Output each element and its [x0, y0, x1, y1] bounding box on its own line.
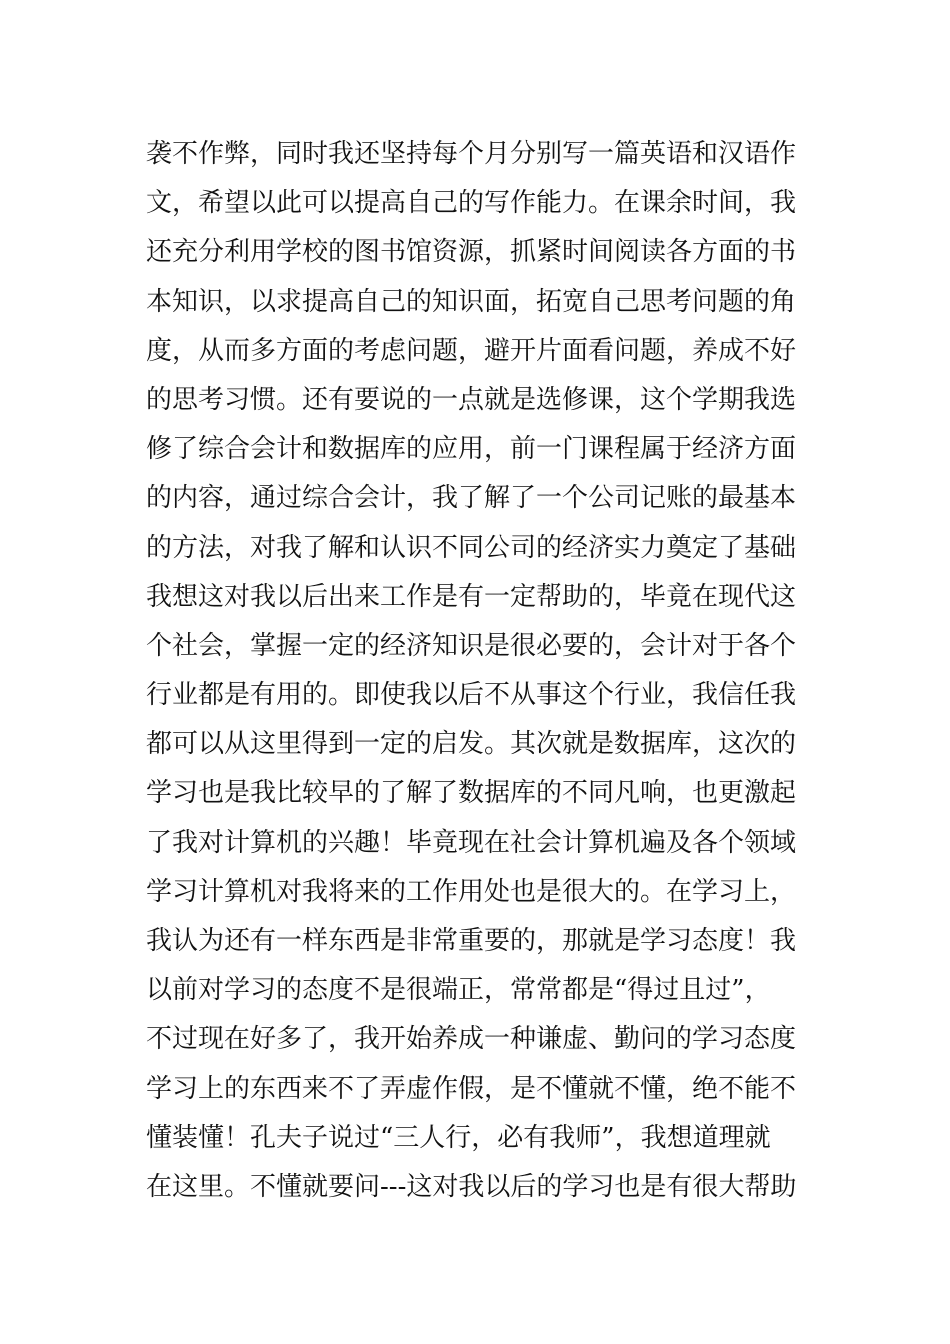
text-line: 修了综合会计和数据库的应用，前一门课程属于经济方面 [146, 434, 797, 465]
text-line: 学习计算机对我将来的工作用处也是很大的。在学习上， [146, 876, 797, 907]
text-line: 懂装懂！孔夫子说过“三人行，必有我师”，我想道理就 [146, 1122, 771, 1153]
text-line: 的方法，对我了解和认识不同公司的经济实力奠定了基础 [146, 532, 797, 563]
text-line: 学习上的东西来不了弄虚作假，是不懂就不懂，绝不能不 [146, 1073, 797, 1104]
text-line: 行业都是有用的。即使我以后不从事这个行业，我信任我 [146, 680, 797, 711]
text-line: 还充分利用学校的图书馆资源，抓紧时间阅读各方面的书 [146, 237, 797, 268]
text-line: 度，从而多方面的考虑问题，避开片面看问题，养成不好 [146, 335, 797, 366]
text-line: 袭不作弊，同时我还坚持每个月分别写一篇英语和汉语作 [146, 139, 797, 169]
body-text [146, 130, 811, 1212]
text-line: 学习也是我比较早的了解了数据库的不同凡响，也更激起 [146, 778, 797, 809]
text-line: 个社会，掌握一定的经济知识是很必要的，会计对于各个 [146, 630, 797, 661]
text-line: 我认为还有一样东西是非常重要的，那就是学习态度！我 [146, 926, 797, 956]
text-line: 文，希望以此可以提高自己的写作能力。在课余时间，我 [146, 188, 797, 219]
text-line: 了我对计算机的兴趣！毕竟现在社会计算机遍及各个领域 [146, 827, 797, 858]
text-line: 本知识，以求提高自己的知识面，拓宽自己思考问题的角 [146, 286, 797, 317]
text-line: 都可以从这里得到一定的启发。其次就是数据库，这次的 [146, 729, 797, 760]
text-line: 的思考习惯。还有要说的一点就是选修课，这个学期我选 [146, 384, 797, 415]
text-line: 我想这对我以后出来工作是有一定帮助的，毕竟在现代这 [146, 581, 797, 612]
text-line: 不过现在好多了，我开始养成一种谦虚、勤问的学习态度 [146, 1024, 797, 1055]
text-line: 的内容，通过综合会计，我了解了一个公司记账的最基本 [146, 483, 797, 514]
text-line: 在这里。不懂就要问---这对我以后的学习也是有很大帮助 [146, 1171, 797, 1202]
text-line: 以前对学习的态度不是很端正，常常都是“得过且过”， [146, 975, 771, 1006]
